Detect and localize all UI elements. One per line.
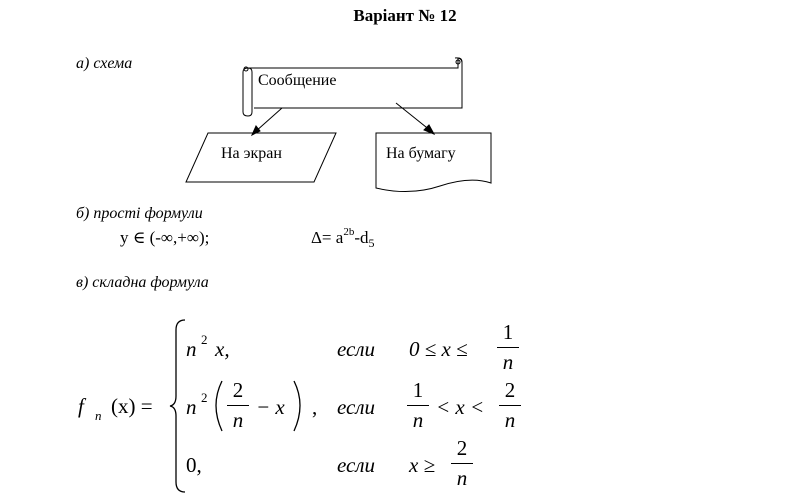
row1-cond: 0 ≤ x ≤ [409,337,468,361]
row2-lt: < x < [436,395,485,419]
row1-fraction: 1 n [497,320,519,375]
formula-2: $\Delta= a^{2b}-d_5$ [311,226,375,250]
row1-expr: x, [215,337,230,361]
formula-1: y ∈ (-∞,+∞); [120,228,210,247]
row2-cond-word: если [337,395,376,419]
row1-n: n [186,337,197,361]
row1-sup: 2 [201,332,208,347]
row3-fraction: 2 n [451,436,473,491]
section-a-label: а) схема [76,55,133,72]
row2-sup: 2 [201,390,208,405]
fn-symbol: f [78,394,84,418]
row2-minus-x: − x [256,395,285,419]
row3-cond-word: если [337,453,376,477]
left-brace [170,320,185,492]
fn-argument: (x) = [111,394,153,418]
top-box-label: Сообщение [258,72,337,89]
page-title: Варіант № 12 [353,6,457,25]
row2-comma: , [312,395,318,419]
row3-cond: x ≥ [409,453,436,477]
section-b-label: б) прості формули [76,205,203,222]
row2-inner-fraction: 2 n [227,378,249,433]
row2-right-fraction: 2 n [499,378,521,433]
row1-cond-word: если [337,337,376,361]
row2-left-fraction: 1 n [407,378,429,433]
right-box-label: На бумагу [386,145,456,162]
row2-n: n [186,395,197,419]
row3-expr: 0, [186,453,202,477]
section-c-label: в) складна формула [76,274,209,291]
left-paren [216,381,222,431]
fn-subscript: n [95,408,102,423]
left-box-label: На экран [221,145,282,162]
right-paren [294,381,300,431]
